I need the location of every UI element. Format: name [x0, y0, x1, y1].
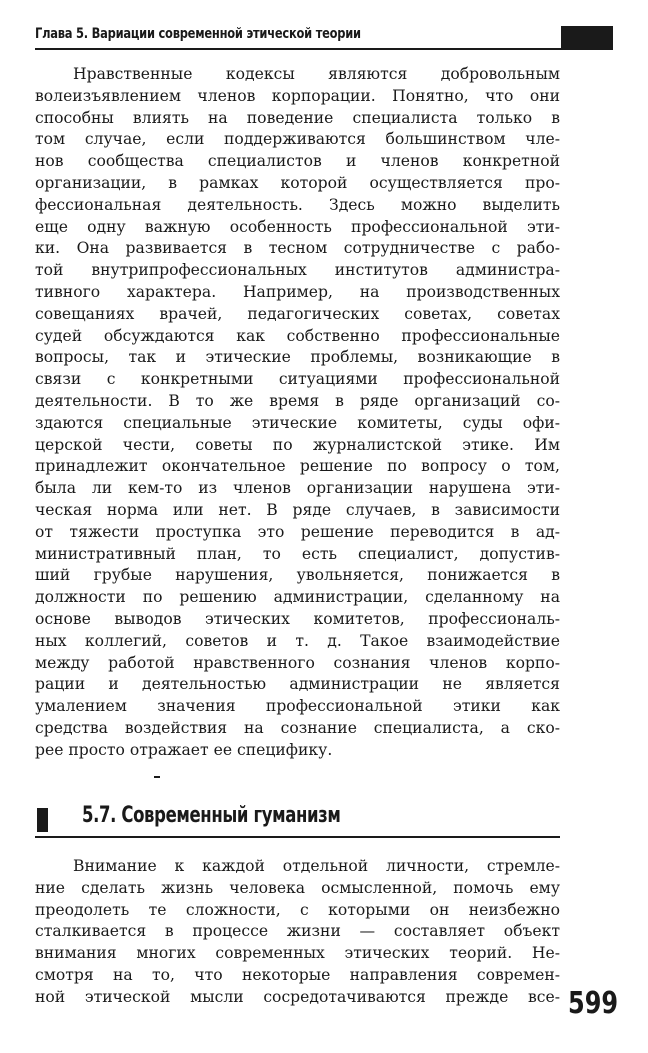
text-line: ние сделать жизнь человека осмысленной, помочь ему	[35, 878, 560, 897]
text-line: связи с конкретными ситуациями профессиональной	[35, 370, 560, 389]
text-line: здаются специальные этические комитеты, суды офи-	[35, 413, 560, 432]
running-header	[35, 24, 613, 50]
text-line: деятельности. В то же время в ряде организаций со-	[35, 391, 560, 410]
text-line: умалением значения профессиональной этики как	[35, 697, 560, 716]
text-line: была ли кем-то из членов организации нарушена эти-	[35, 479, 560, 498]
text-line: смотря на то, что некоторые направления современ-	[35, 965, 560, 984]
paragraph-2	[35, 856, 560, 1009]
paragraph-1	[35, 64, 560, 762]
text-line: фессиональная деятельность. Здесь можно выделить	[35, 195, 560, 214]
text-line: тивного характера. Например, на производственных	[35, 282, 560, 301]
text-line: организации, в рамках которой осуществляется про-	[35, 173, 560, 192]
section-heading	[35, 800, 560, 838]
text-line: совещаниях врачей, педагогических советах, советах	[35, 304, 560, 323]
header-block-mark	[561, 26, 613, 48]
text-line: министративный план, то есть специалист, допустив-	[35, 544, 560, 563]
text-line: вопросы, так и этические проблемы, возникающие в	[35, 348, 560, 367]
text-line: еще одну важную особенность профессиональной эти-	[35, 217, 560, 236]
text-line: рации и деятельностью администрации не является	[35, 675, 560, 694]
text-line: принадлежит окончательное решение по вопросу о том,	[35, 457, 560, 476]
text-line: Внимание к каждой отдельной личности, стремле-	[73, 857, 560, 875]
text-line: ных коллегий, советов и т. д. Такое взаимодействие	[35, 631, 560, 650]
print-mark	[154, 776, 160, 778]
running-title: Глава 5. Вариации современной этической теории	[35, 26, 361, 42]
text-line: от тяжести проступка это решение переводится в ад-	[35, 522, 560, 541]
text-line: внимания многих современных этических теорий. Не-	[35, 944, 560, 963]
text-line: преодолеть те сложности, с которыми он неизбежно	[35, 900, 560, 919]
text-line: рее просто отражает ее специфику.	[35, 740, 333, 759]
text-line: волеизъявлением членов корпорации. Понятно, что они	[35, 86, 560, 105]
text-line: должности по решению администрации, сделанному на	[35, 588, 560, 607]
text-line: ной этической мысли сосредотачиваются прежде все-	[35, 987, 560, 1006]
heading-bullet-icon	[37, 808, 48, 832]
text-line: средства воздействия на сознание специалиста, а ско-	[35, 718, 560, 737]
text-line: основе выводов этических комитетов, профессиональ-	[35, 609, 560, 628]
text-line: сталкивается в процессе жизни — составляет объект	[35, 922, 560, 941]
text-line: том случае, если поддерживаются большинством чле-	[35, 130, 560, 149]
text-line: ческая норма или нет. В ряде случаев, в зависимости	[35, 500, 560, 519]
text-line: Нравственные кодексы являются добровольным	[73, 65, 560, 83]
text-line: ки. Она развивается в тесном сотрудничестве с рабо-	[35, 239, 560, 258]
text-line: между работой нравственного сознания членов корпо-	[35, 653, 560, 672]
text-line: церской чести, советы по журналистской этике. Им	[35, 435, 560, 454]
text-line: способны влиять на поведение специалиста только в	[35, 108, 560, 127]
section-title: 5.7. Современный гуманизм	[82, 803, 341, 828]
text-line: той внутрипрофессиональных институтов администра-	[35, 261, 560, 280]
page-number: 599	[568, 986, 619, 1021]
text-line: ший грубые нарушения, увольняется, понижается в	[35, 566, 560, 585]
text-line: нов сообщества специалистов и членов конкретной	[35, 152, 560, 171]
text-line: судей обсуждаются как собственно профессиональные	[35, 326, 560, 345]
